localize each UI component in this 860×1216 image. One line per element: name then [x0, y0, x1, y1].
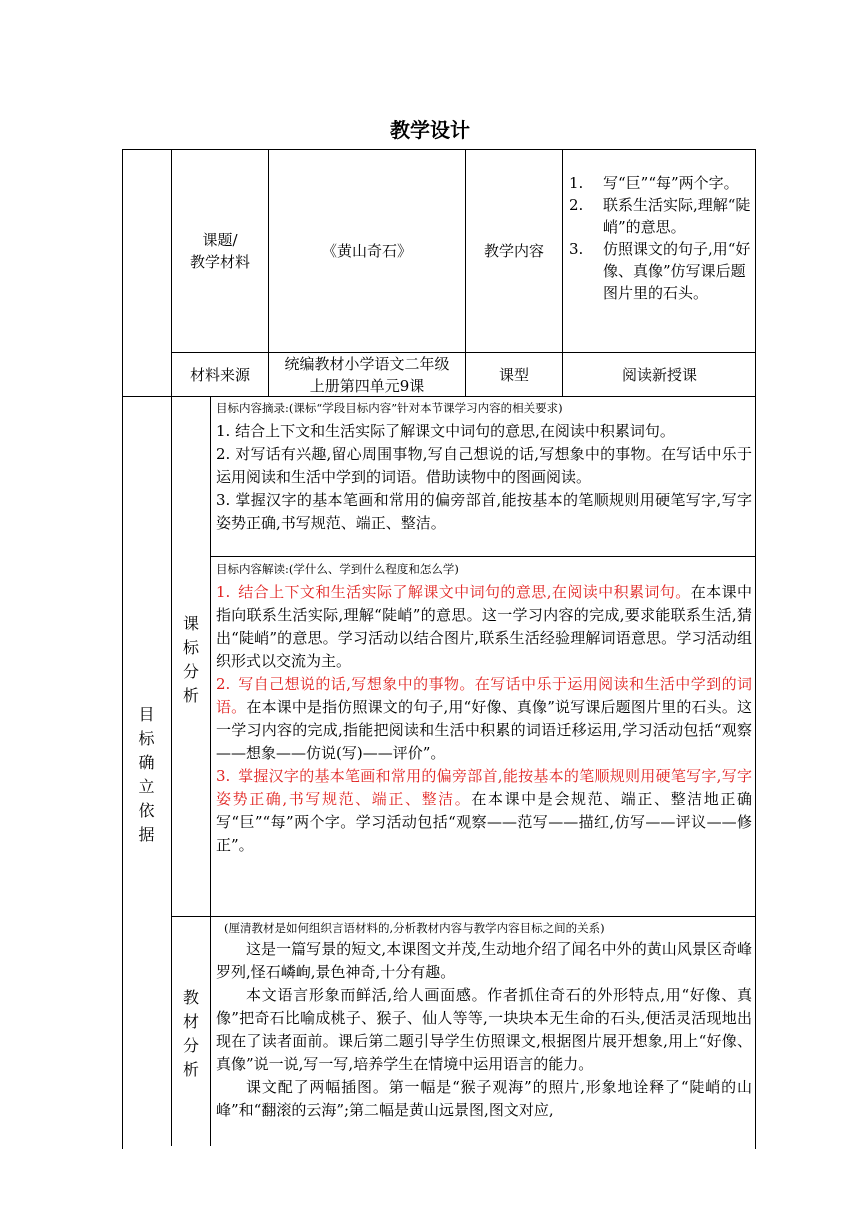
type-label: 课型	[498, 365, 529, 384]
textbook-note: (厘清教材是如何组织言语材料的,分析教材内容与教学内容目标之间的关系)	[224, 921, 605, 935]
content-item-number: 1.	[569, 174, 584, 192]
textbook-paragraph: 本文语言形象而鲜活,给人画面感。作者抓住奇石的外形特点,用“好像、真像”把奇石比喻成桃子、猴子、仙人等等,一块块本无生命的石头,便活灵活现地出现在了读者面前。课后第二题引导学生仿照课文,根据图片展开想象,用上“好像、真像”说一说,写一写,培养学生在情境中运用语言的能力。	[216, 986, 752, 1073]
content-item	[569, 194, 751, 238]
interpret-item-highlight: 掌握汉字的基本笔画和常用的偏旁部首,能按基本的笔顺规则用硬笔写字,写字姿势正确,书写规范、端正、整洁。	[216, 767, 752, 808]
label-char: 析	[182, 686, 199, 705]
content-item-text: 仿照课文的句子,用“好像、真像”仿写课后题图片里的石头。	[603, 240, 751, 302]
interpret-item-highlight: 结合上下文和生活实际了解课文中词句的意思,在阅读中积累词句。	[237, 583, 691, 601]
content-label: 教学内容	[483, 242, 544, 260]
content-item-number: 3.	[569, 240, 584, 258]
textbook-paragraph: 这是一篇写景的短文,本课图文并茂,生动地介绍了闻名中外的黄山风景区奇峰罗列,怪石嶙峋,景色神奇,十分有趣。	[216, 940, 752, 981]
content-item-text: 写“巨”“每”两个字。	[603, 174, 739, 192]
label-char: 目	[138, 705, 155, 724]
textbook-cell	[216, 920, 752, 1122]
section-label	[122, 703, 171, 847]
content-item	[569, 172, 751, 194]
content-list	[569, 172, 751, 304]
topic-label: 课题/ 教学材料	[189, 231, 250, 271]
interpret-item	[216, 673, 752, 765]
page-title: 教学设计	[390, 118, 470, 142]
interpret-item-number: 1.	[216, 583, 238, 601]
source-label: 材料来源	[189, 365, 250, 384]
label-char: 材	[182, 1012, 199, 1031]
textbook-paragraph: 课文配了两幅插图。第一幅是“猴子观海”的照片,形象地诠释了“陡峭的山峰”和“翻滚的云海”;第二幅是黄山远景图,图文对应,	[216, 1078, 752, 1119]
excerpt-title: 目标内容摘录:(课标“学段目标内容”针对本节课学习内容的相关要求)	[216, 401, 563, 415]
label-char: 分	[182, 662, 199, 681]
content-item-text: 联系生活实际,理解“陡峭”的意思。	[603, 196, 751, 236]
interpret-item	[216, 581, 752, 673]
interpret-item-text: 在本课中指向联系生活实际,理解“陡峭”的意思。这一学习内容的完成,要求能联系生活,猜出“陡峭”的意思。学习活动以结合图片,联系生活经验理解词语意思。学习活动组织形式以交流为主。	[216, 583, 752, 670]
interpret-item-text: 在本课中是指仿照课文的句子,用“好像、真像”说写课后题图片里的石头。这一学习内容的完成,指能把阅读和生活中积累的词语迁移运用,学习活动包括“观察——想象——仿说(写)——评价”。	[216, 698, 752, 762]
label-char: 立	[138, 777, 155, 796]
excerpt-item: 2. 对写话有兴趣,留心周围事物,写自己想说的话,写想象中的事物。在写话中乐于运用阅读和生活中学到的词语。借助读物中的图画阅读。	[216, 445, 752, 486]
content-item-number: 2.	[569, 196, 584, 214]
label-char: 依	[138, 801, 155, 820]
interpret-item	[216, 765, 752, 857]
excerpt-item: 1. 结合上下文和生活实际了解课文中词句的意思,在阅读中积累词句。	[216, 422, 675, 440]
textbook-label	[172, 986, 210, 1082]
label-char: 析	[182, 1060, 199, 1079]
interpret-item-highlight: 写自己想说的话,写想象中的事物。在写话中乐于运用阅读和生活中学到的词语。	[216, 675, 752, 716]
interpret-item-number: 3.	[216, 767, 238, 785]
label-char: 课	[182, 614, 199, 633]
curriculum-label	[172, 612, 210, 708]
label-char: 标	[182, 638, 199, 657]
label-char: 标	[138, 729, 155, 748]
topic-value: 《黄山奇石》	[321, 242, 412, 260]
label-char: 据	[138, 825, 155, 844]
source-value: 统编教材小学语文二年级上册第四单元9课	[284, 354, 450, 395]
interpret-cell	[216, 561, 752, 857]
content-item	[569, 238, 751, 304]
label-char: 教	[182, 988, 199, 1007]
label-char: 分	[182, 1036, 199, 1055]
interpret-item-number: 2.	[216, 675, 238, 693]
excerpt-item: 3. 掌握汉字的基本笔画和常用的偏旁部首,能按基本的笔顺规则用硬笔写字,写字姿势正确,书写规范、端正、整洁。	[216, 491, 752, 532]
interpret-item-text: 在本课中是会规范、端正、整洁地正确写“巨”“每”两个字。学习活动包括“观察——范写——描红,仿写——评议——修正”。	[216, 790, 752, 854]
interpret-title: 目标内容解读:(学什么、学到什么程度和怎么学)	[216, 562, 459, 576]
excerpt-cell	[216, 400, 752, 535]
label-char: 确	[138, 753, 155, 772]
type-value: 阅读新授课	[621, 365, 697, 384]
